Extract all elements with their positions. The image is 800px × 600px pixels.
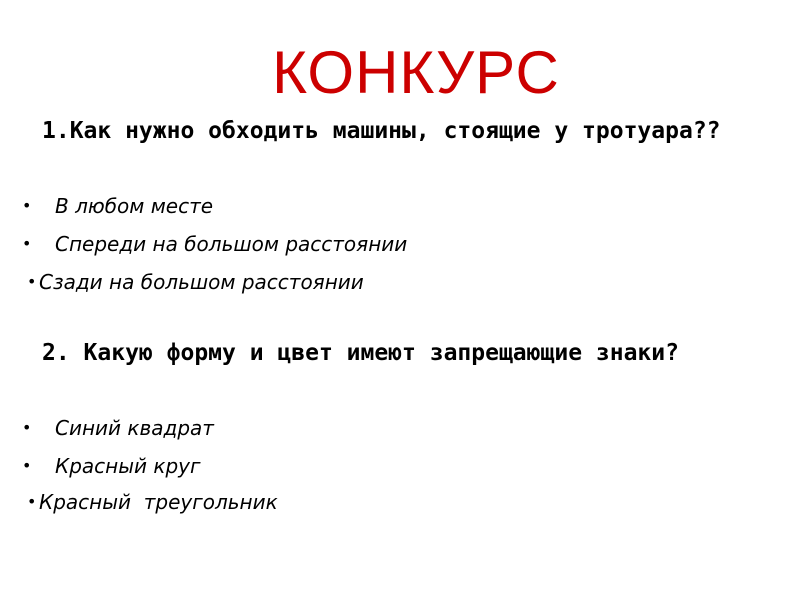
answer-option: Красный круг [55, 454, 201, 478]
answer-option: Спереди на большом расстоянии [55, 232, 408, 256]
bullet: • [22, 418, 32, 437]
answer-option: Красный треугольник [39, 490, 278, 514]
bullet: • [22, 234, 32, 253]
bullet: • [27, 492, 37, 511]
slide-title: КОНКУРС [272, 39, 560, 106]
answer-option: В любом месте [55, 194, 214, 218]
question-2: 2. Какую форму и цвет имеют запрещающие знаки? [42, 340, 679, 366]
answer-option: Синий квадрат [55, 416, 214, 440]
bullet: • [27, 272, 37, 291]
bullet: • [22, 456, 32, 475]
bullet: • [22, 196, 32, 215]
answer-option: Сзади на большом расстоянии [39, 270, 364, 294]
question-1: 1.Как нужно обходить машины, стоящие у тротуара?? [42, 118, 721, 144]
